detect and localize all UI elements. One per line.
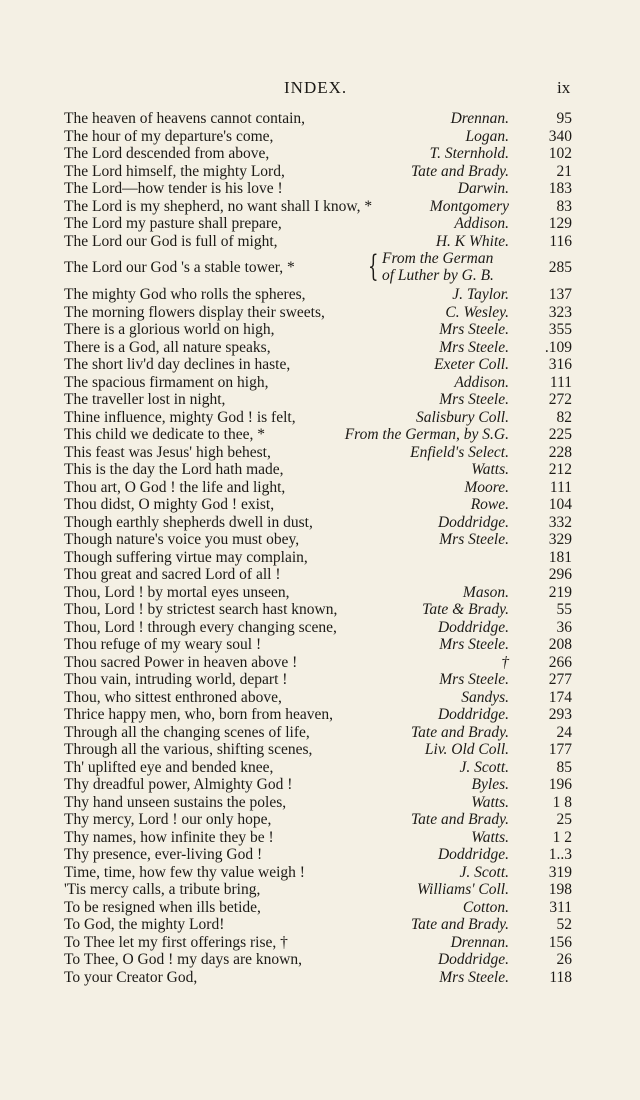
- first-line: The traveller lost in night,: [64, 391, 226, 408]
- author: Byles.: [471, 776, 509, 793]
- hymn-number: 319: [548, 863, 572, 881]
- index-entry: [0, 215, 640, 233]
- index-entry: [0, 250, 640, 286]
- hymn-number: 340: [548, 127, 572, 145]
- author-attribution: [368, 250, 528, 286]
- author: Doddridge.: [437, 706, 509, 723]
- author: Watts.: [471, 828, 509, 846]
- first-line: Thy mercy, Lord ! our only hope,: [64, 811, 272, 828]
- first-line: To be resigned when ills betide,: [64, 898, 261, 916]
- first-line: This is the day the Lord hath made,: [64, 461, 284, 478]
- index-entry: [0, 145, 640, 163]
- hymn-number: 198: [548, 881, 572, 898]
- first-line: To Thee let my first offerings rise, †: [64, 933, 288, 951]
- author: Addison.: [454, 373, 509, 391]
- first-line: Though nature's voice you must obey,: [64, 531, 300, 548]
- first-line: Thy hand unseen sustains the poles,: [64, 793, 287, 811]
- author: J. Scott.: [459, 863, 509, 881]
- index-entry: [0, 233, 640, 251]
- first-line: The Lord descended from above,: [64, 145, 270, 162]
- author-line-2: of Luther by G. B.: [382, 267, 494, 284]
- author: Darwin.: [457, 180, 509, 197]
- index-entry: [0, 549, 640, 567]
- hymn-number: 52: [556, 916, 572, 933]
- index-entry: [0, 110, 640, 128]
- first-line: 'Tis mercy calls, a tribute bring,: [64, 881, 261, 898]
- first-line: Thou didst, O mighty God ! exist,: [64, 496, 275, 513]
- index-entry: [0, 426, 640, 444]
- first-line: Thrice happy men, who, born from heaven,: [64, 706, 334, 723]
- hymn-number: 111: [549, 373, 572, 391]
- author: Mrs Steele.: [439, 671, 509, 688]
- running-title: INDEX.: [284, 78, 348, 97]
- index-entry: [0, 601, 640, 619]
- hymn-number: 177: [548, 741, 572, 758]
- index-entry: [0, 339, 640, 357]
- first-line: The spacious firmament on high,: [64, 373, 269, 391]
- first-line: Thou, Lord ! through every changing scene,: [64, 618, 337, 636]
- hymn-number: 196: [548, 776, 572, 793]
- hymn-number: 85: [556, 758, 572, 776]
- author: Watts.: [471, 461, 509, 478]
- hymn-number: 129: [548, 215, 572, 232]
- hymn-number: 174: [548, 688, 572, 706]
- index-entry: [0, 654, 640, 672]
- author: J. Scott.: [459, 758, 509, 776]
- index-entry: [0, 304, 640, 322]
- hymn-number: 219: [548, 583, 572, 601]
- first-line: Thou sacred Power in heaven above !: [64, 653, 298, 671]
- index-entry: [0, 829, 640, 847]
- author: Tate and Brady.: [410, 811, 509, 828]
- hymn-number: 329: [548, 531, 572, 548]
- index-entry: [0, 864, 640, 882]
- index-entry: [0, 724, 640, 742]
- index-entry: [0, 479, 640, 497]
- first-line: Thine influence, mighty God ! is felt,: [64, 408, 296, 426]
- index-entry: [0, 916, 640, 934]
- author: T. Sternhold.: [429, 145, 509, 162]
- first-line: To Thee, O God ! my days are known,: [64, 951, 302, 968]
- first-line: Through all the various, shifting scenes,: [64, 741, 313, 758]
- page-number: ix: [557, 78, 571, 97]
- index-entry: [0, 846, 640, 864]
- hymn-number: 228: [548, 443, 572, 461]
- author: Mrs Steele.: [439, 338, 509, 356]
- hymn-number: 55: [556, 601, 572, 618]
- first-line: Th' uplifted eye and bended knee,: [64, 758, 274, 776]
- hymn-number: 25: [556, 811, 572, 828]
- first-line: The short liv'd day declines in haste,: [64, 356, 291, 373]
- author: Mrs Steele.: [439, 636, 509, 653]
- author: J. Taylor.: [452, 286, 509, 303]
- first-line: Thou, Lord ! by strictest search hast known,: [64, 601, 338, 618]
- author: From the German, by S.G.: [344, 426, 509, 443]
- first-line: The Lord—how tender is his love !: [64, 180, 283, 197]
- hymn-number: 183: [548, 180, 572, 197]
- author-line-1: From the German: [382, 250, 494, 267]
- hymn-number: 21: [556, 162, 572, 180]
- index-entry: [0, 671, 640, 689]
- author: Tate and Brady.: [410, 162, 509, 180]
- first-line: The Lord my pasture shall prepare,: [64, 215, 282, 232]
- index-entry: [0, 811, 640, 829]
- author: Liv. Old Coll.: [424, 741, 509, 758]
- hymn-number: 95: [556, 110, 572, 127]
- index-entry: [0, 180, 640, 198]
- hymn-number: 137: [548, 286, 572, 303]
- first-line: Thou, Lord ! by mortal eyes unseen,: [64, 583, 290, 601]
- index-entry: [0, 286, 640, 304]
- hymn-number: 355: [548, 321, 572, 338]
- hymn-number: 102: [548, 145, 572, 162]
- index-entry: [0, 881, 640, 899]
- hymn-number: 83: [556, 197, 572, 215]
- first-line: The Lord himself, the mighty Lord,: [64, 162, 285, 180]
- first-line: To God, the mighty Lord!: [64, 916, 225, 933]
- author: Doddridge.: [437, 618, 509, 636]
- hymn-number: 181: [548, 548, 572, 566]
- first-line: Thou, who sittest enthroned above,: [64, 688, 282, 706]
- author: Doddridge.: [437, 513, 509, 531]
- index-entry: [0, 619, 640, 637]
- hymn-number: 266: [548, 653, 572, 671]
- hymn-number: 118: [549, 968, 572, 986]
- index-entry: [0, 934, 640, 952]
- index-entry: [0, 128, 640, 146]
- author: Exeter Coll.: [434, 356, 509, 373]
- author: H. K White.: [435, 232, 509, 250]
- index-entry: [0, 198, 640, 216]
- hymn-number: 1 8: [552, 793, 572, 811]
- hymn-number: 1..3: [548, 846, 572, 863]
- index-entries: [0, 110, 640, 986]
- author: Doddridge.: [437, 951, 509, 968]
- first-line: The heaven of heavens cannot contain,: [64, 110, 306, 127]
- author: Tate & Brady.: [422, 601, 509, 618]
- hymn-number: 272: [548, 391, 572, 408]
- hymn-number: 104: [548, 496, 572, 513]
- index-entry: [0, 636, 640, 654]
- author: Doddridge.: [437, 846, 509, 863]
- author: Williams' Coll.: [416, 881, 509, 898]
- author: Mason.: [462, 583, 509, 601]
- brace-mark: {: [368, 249, 379, 284]
- index-entry: [0, 706, 640, 724]
- author: Moore.: [464, 478, 509, 496]
- index-entry: [0, 356, 640, 374]
- index-entry: [0, 899, 640, 917]
- index-entry: [0, 531, 640, 549]
- index-entry: [0, 584, 640, 602]
- index-entry: [0, 374, 640, 392]
- hymn-number: 293: [548, 706, 572, 723]
- author: Salisbury Coll.: [415, 408, 509, 426]
- index-entry: [0, 951, 640, 969]
- hymn-number: 332: [548, 513, 572, 531]
- hymn-number: 311: [549, 898, 572, 916]
- hymn-number: 296: [548, 566, 572, 583]
- index-entry: [0, 514, 640, 532]
- first-line: Thou great and sacred Lord of all !: [64, 566, 281, 583]
- first-line: The mighty God who rolls the spheres,: [64, 286, 306, 303]
- index-entry: [0, 496, 640, 514]
- hymn-number: 156: [548, 933, 572, 951]
- author: Rowe.: [470, 496, 509, 513]
- hymn-number: 285: [548, 259, 572, 276]
- hymn-number: 323: [548, 303, 572, 321]
- author: Mrs Steele.: [439, 968, 509, 986]
- first-line: Thy presence, ever-living God !: [64, 846, 263, 863]
- hymn-number: 24: [556, 723, 572, 741]
- first-line: Thy names, how infinite they be !: [64, 828, 274, 846]
- index-entry: [0, 759, 640, 777]
- author: Cotton.: [462, 898, 509, 916]
- author: Mrs Steele.: [439, 391, 509, 408]
- first-line: Thou vain, intruding world, depart !: [64, 671, 288, 688]
- first-line: The hour of my departure's come,: [64, 127, 274, 145]
- first-line: There is a God, all nature speaks,: [64, 338, 271, 356]
- author: C. Wesley.: [445, 303, 509, 321]
- author: Tate and Brady.: [410, 916, 509, 933]
- hymn-number: 1 2: [552, 828, 572, 846]
- index-entry: [0, 163, 640, 181]
- author: Addison.: [454, 215, 509, 232]
- first-line: The Lord our God 's a stable tower, *: [64, 259, 295, 276]
- index-entry: [0, 321, 640, 339]
- author: Montgomery: [429, 197, 509, 215]
- hymn-number: 116: [549, 232, 572, 250]
- hymn-number: 111: [549, 478, 572, 496]
- author: Enfield's Select.: [410, 443, 509, 461]
- hymn-number: 36: [556, 618, 572, 636]
- first-line: Thou art, O God ! the life and light,: [64, 478, 286, 496]
- author: Mrs Steele.: [439, 531, 509, 548]
- author: Tate and Brady.: [410, 723, 509, 741]
- hymn-number: 208: [548, 636, 572, 653]
- index-entry: [0, 689, 640, 707]
- first-line: The Lord is my shepherd, no want shall I know, *: [64, 197, 373, 215]
- first-line: The morning flowers display their sweets,: [64, 303, 325, 321]
- hymn-number: 316: [548, 356, 572, 373]
- index-entry: [0, 969, 640, 987]
- author: Drennan.: [450, 110, 509, 127]
- index-entry: [0, 444, 640, 462]
- index-entry: [0, 794, 640, 812]
- first-line: To your Creator God,: [64, 968, 198, 986]
- hymn-number: 26: [556, 951, 572, 968]
- index-entry: [0, 566, 640, 584]
- author: Sandys.: [461, 688, 509, 706]
- index-entry: [0, 461, 640, 479]
- first-line: There is a glorious world on high,: [64, 321, 275, 338]
- first-line: This child we dedicate to thee, *: [64, 426, 266, 443]
- hymn-number: 82: [556, 408, 572, 426]
- first-line: This feast was Jesus' high behest,: [64, 443, 271, 461]
- first-line: Though suffering virtue may complain,: [64, 548, 308, 566]
- author: Drennan.: [450, 933, 509, 951]
- first-line: Thou refuge of my weary soul !: [64, 636, 262, 653]
- first-line: Time, time, how few thy value weigh !: [64, 863, 305, 881]
- index-entry: [0, 741, 640, 759]
- index-entry: [0, 776, 640, 794]
- index-entry: [0, 391, 640, 409]
- hymn-number: 212: [548, 461, 572, 478]
- author: Watts.: [471, 793, 509, 811]
- author: Logan.: [465, 127, 509, 145]
- hymn-number: 225: [548, 426, 572, 443]
- index-entry: [0, 409, 640, 427]
- first-line: The Lord our God is full of might,: [64, 232, 278, 250]
- author: Mrs Steele.: [439, 321, 509, 338]
- hymn-number: 277: [548, 671, 572, 688]
- first-line: Thy dreadful power, Almighty God !: [64, 776, 293, 793]
- hymn-number: .109: [544, 338, 572, 356]
- author: †: [501, 653, 509, 671]
- first-line: Though earthly shepherds dwell in dust,: [64, 513, 313, 531]
- page-header: [0, 78, 640, 102]
- first-line: Through all the changing scenes of life,: [64, 723, 310, 741]
